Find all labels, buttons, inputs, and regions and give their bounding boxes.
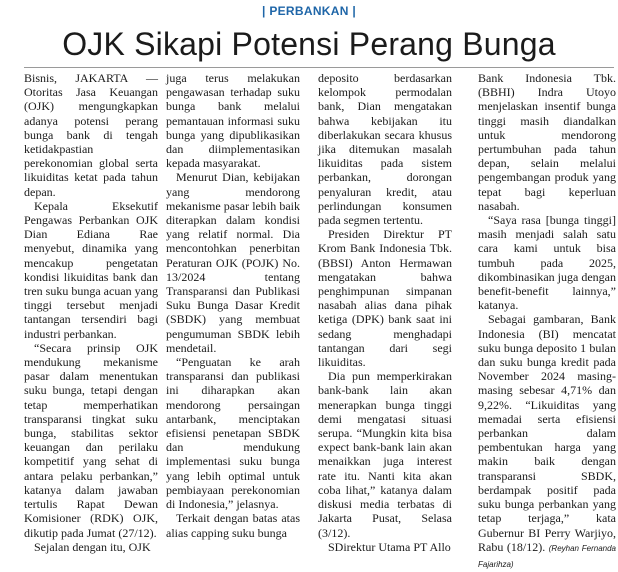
headline: OJK Sikapi Potensi Perang Bunga [62,26,556,62]
paragraph: “Saya rasa [bunga tinggi] masih menjadi salah satu cara kami untuk bisa tumbuh pada 2025, dikombinasikan juga dengan benefit-benefit lainnya,” katanya. [478,213,616,313]
article-column-3 [318,71,452,554]
article-column-4 [478,71,616,569]
section-rubric [0,4,618,18]
paragraph: juga terus melakukan pengawasan terhadap suku bunga bank melalui pemantauan informasi suku bunga yang dipublikasikan dan diimplementasikan kepada masyarakat. [166,71,300,171]
article-column-2 [166,71,300,540]
rubric-bar-left: | [262,4,266,18]
author-credit: (Reyhan Fernanda Fajarihza) [478,543,616,569]
headline-divider [24,67,614,68]
paragraph: “Secara prinsip OJK mendukung mekanisme pasar dalam menentukan suku bunga, tetapi dengan tetap memperhatikan transparansi tingkat suku bunga, stabilitas sektor keuangan dan perilaku kompetitif yang sehat di antara pelaku perbankan,” katanya dalam jawaban tertulis Rapat Dewan Komisioner (RDK) OJK, dikutip pada Jumat (27/12). [24,340,158,540]
paragraph [478,312,616,572]
paragraph: Terkait dengan batas atas alias capping suku bunga [166,511,300,540]
rubric-label: PERBANKAN [269,4,349,18]
article-column-1 [24,71,158,554]
rubric-bar-right: | [352,4,356,18]
paragraph: Sejalan dengan itu, OJK [34,539,151,554]
paragraph: “Penguatan ke arah transparansi dan publikasi ini diharapkan akan mendorong persaingan antarbank, menciptakan efisiensi penetapan SBDK dan mendukung implementasi suku bunga yang lebih optimal untuk pembiayaan perekonomian di Indonesia,” jelasnya. [166,355,300,512]
paragraph: Bank Indonesia Tbk. (BBHI) Indra Utoyo menjelaskan insentif bunga tinggi masih diandalkan untuk mendorong pertumbuhan pada tahun depan, selain melalui pengembangan produk yang tepat bagi keperluan nasabah. [478,71,616,213]
paragraph: Presiden Direktur PT Krom Bank Indonesia Tbk. (BBSI) Anton Hermawan mengatakan bahwa penghimpunan simpanan nasabah alias dana pihak ketiga (DPK) bank saat ini sedang menghadapi tantangan dari segi likuiditas. [318,227,452,370]
paragraph: Bisnis, JAKARTA — Otoritas Jasa Keuangan (OJK) mengungkapkan adanya potensi perang bunga bank di tengah ketidakpastian perekonomian global serta likuiditas ketat pada tahun depan. [24,71,158,199]
paragraph: deposito berdasarkan kelompok permodalan bank, Dian mengatakan bahwa kebijakan itu diberlakukan secara khusus jika ditemukan masalah likuiditas pada sistem perbankan, dorongan penyaluran kredit, atau perlindungan konsumen pada segmen tertentu. [318,71,452,228]
paragraph: SDirektur Utama PT Allo [328,539,451,554]
paragraph: Dia pun memperkirakan bank-bank lain akan menerapkan bunga tinggi demi mengatasi situasi serupa. “Mungkin kita bisa expect bank-bank lain akan menaikkan juga interest rate itu. Nanti kita akan coba lihat,” katanya dalam diskusi media terbatas di Jakarta Pusat, Selasa (3/12). [318,369,452,540]
article-body [24,71,618,569]
paragraph: Kepala Eksekutif Pengawas Perbankan OJK Dian Ediana Rae menyebut, dinamika yang mencakup pengetatan kondisi likuiditas bank dan tren suku bunga acuan yang tinggi tersebut menjadi tantangan tersendiri bagi industri perbankan. [24,198,158,341]
paragraph-text: Sebagai gambaran, Bank Indonesia (BI) mencatat suku bunga deposito 1 bulan dan suku bunga kredit pada November 2024 masing-masing sebesar 4,71% dan 9,22%. “Likuiditas yang memadai serta efisiensi perbankan dalam pembentukan harga yang makin baik dengan transparansi SBDK, berdampak positif pada suku bunga perbankan yang tetap terjaga,” kata Gubernur BI Perry Warjiyo, Rabu (18/12). [478,312,616,554]
paragraph: Menurut Dian, kebijakan yang mendorong mekanisme pasar lebih baik diterapkan dalam kondisi yang relatif normal. Dia mencontohkan penerbitan Peraturan OJK (POJK) No. 13/2024 tentang Transparansi dan Publikasi Suku Bunga Dasar Kredit (SBDK) yang membuat pengumuman SBDK lebih mendetail. [166,170,300,355]
